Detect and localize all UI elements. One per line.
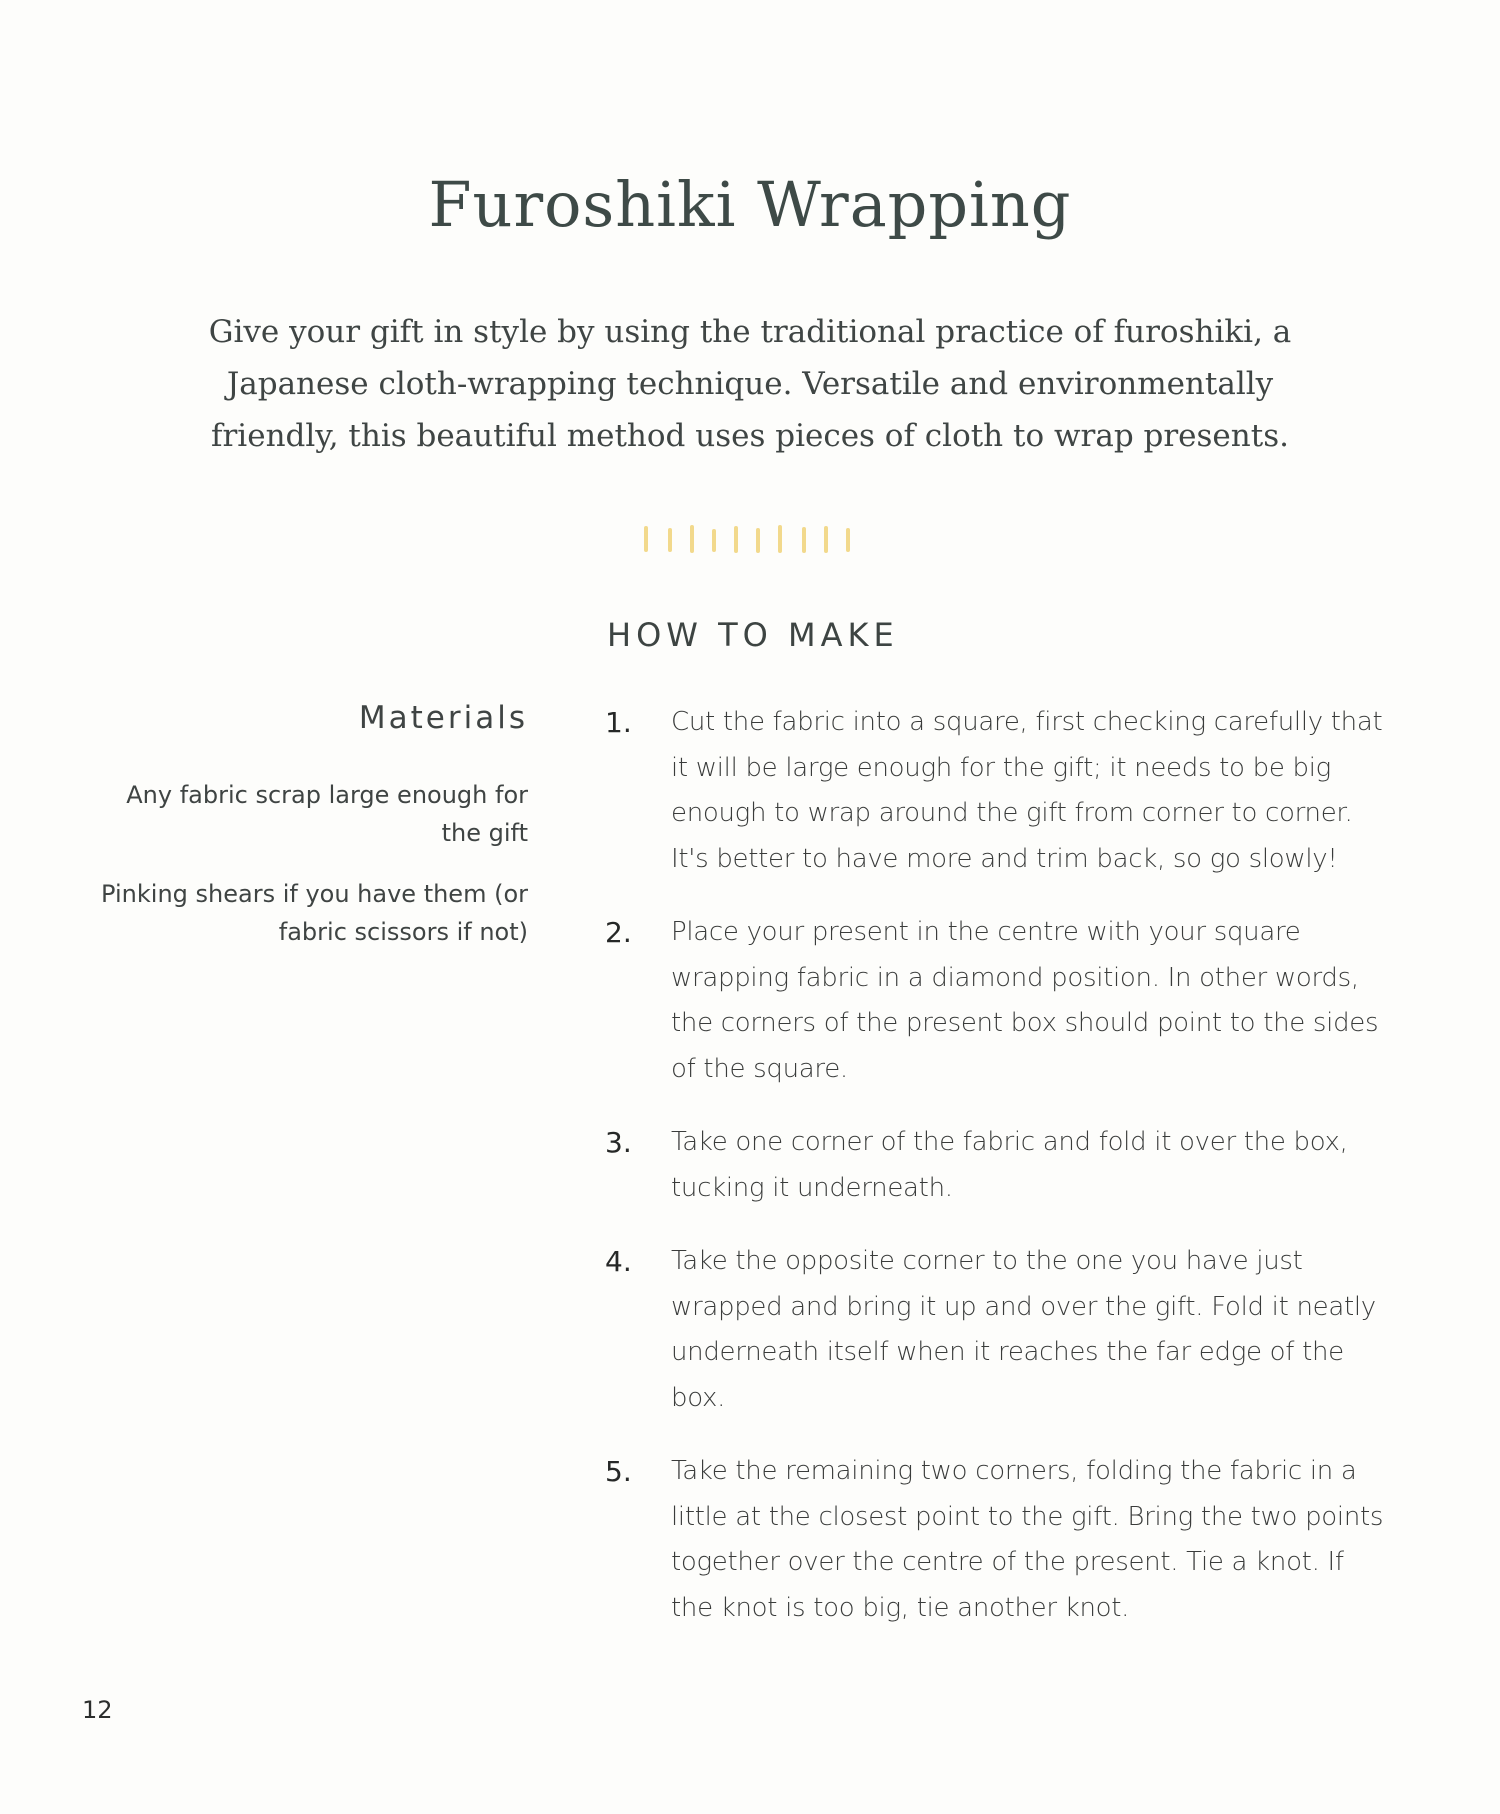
divider-stroke <box>644 526 648 552</box>
step-item <box>605 910 1385 1092</box>
step-number: 3. <box>605 1126 632 1159</box>
step-number: 5. <box>605 1455 632 1488</box>
divider-stroke <box>824 526 828 553</box>
instruction-steps <box>605 700 1385 1659</box>
divider-stroke <box>712 529 716 552</box>
step-text: Take the opposite corner to the one you have just wrapped and bring it up and over the gift. Fold it neatly underneath itself when it reaches the far edge of the box. <box>671 1246 1376 1413</box>
page-title: Furoshiki Wrapping <box>428 168 1072 241</box>
materials-title: Materials <box>358 700 528 736</box>
divider-stroke <box>778 525 782 553</box>
divider-stroke <box>756 528 760 553</box>
step-number: 1. <box>605 706 632 739</box>
divider-stroke <box>668 528 672 552</box>
step-text: Take one corner of the fabric and fold it over the box, tucking it underneath. <box>671 1127 1348 1203</box>
step-item <box>605 1239 1385 1421</box>
step-text: Place your present in the centre with your square wrapping fabric in a diamond position. In other words, the corners of the present box should point to the sides of the square. <box>671 917 1379 1084</box>
divider-stroke <box>802 527 806 553</box>
step-text: Take the remaining two corners, folding the fabric in a little at the closest point to the gift. Bring the two points together over the centre of the present. Tie a knot. If the knot is too big, tie another knot. <box>671 1456 1384 1623</box>
materials-list <box>98 776 528 951</box>
materials-item: Any fabric scrap large enough for the gift <box>126 781 528 847</box>
intro-paragraph: Give your gift in style by using the traditional practice of furoshiki, a Japanese cloth-wrapping technique. Versatile and environmentally friendly, this beautiful method uses pieces of cloth to wrap presents. <box>208 314 1292 454</box>
materials-item: Pinking shears if you have them (or fabric scissors if not) <box>101 880 528 946</box>
divider-stroke <box>734 526 738 553</box>
step-item <box>605 1120 1385 1211</box>
materials-panel <box>98 700 528 974</box>
step-text: Cut the fabric into a square, first checking carefully that it will be large enough for the gift; it needs to be big enough to wrap around the gift from corner to corner. It's better to have more and trim back, so go slowly! <box>671 707 1383 874</box>
section-heading-how-to-make: HOW TO MAKE <box>607 616 899 654</box>
divider-stroke <box>690 525 694 553</box>
divider-stroke <box>846 528 850 552</box>
step-number: 2. <box>605 916 632 949</box>
step-item <box>605 1449 1385 1631</box>
decorative-divider <box>638 522 870 558</box>
step-item <box>605 700 1385 882</box>
step-number: 4. <box>605 1245 632 1278</box>
page-number: 12 <box>82 1696 113 1724</box>
